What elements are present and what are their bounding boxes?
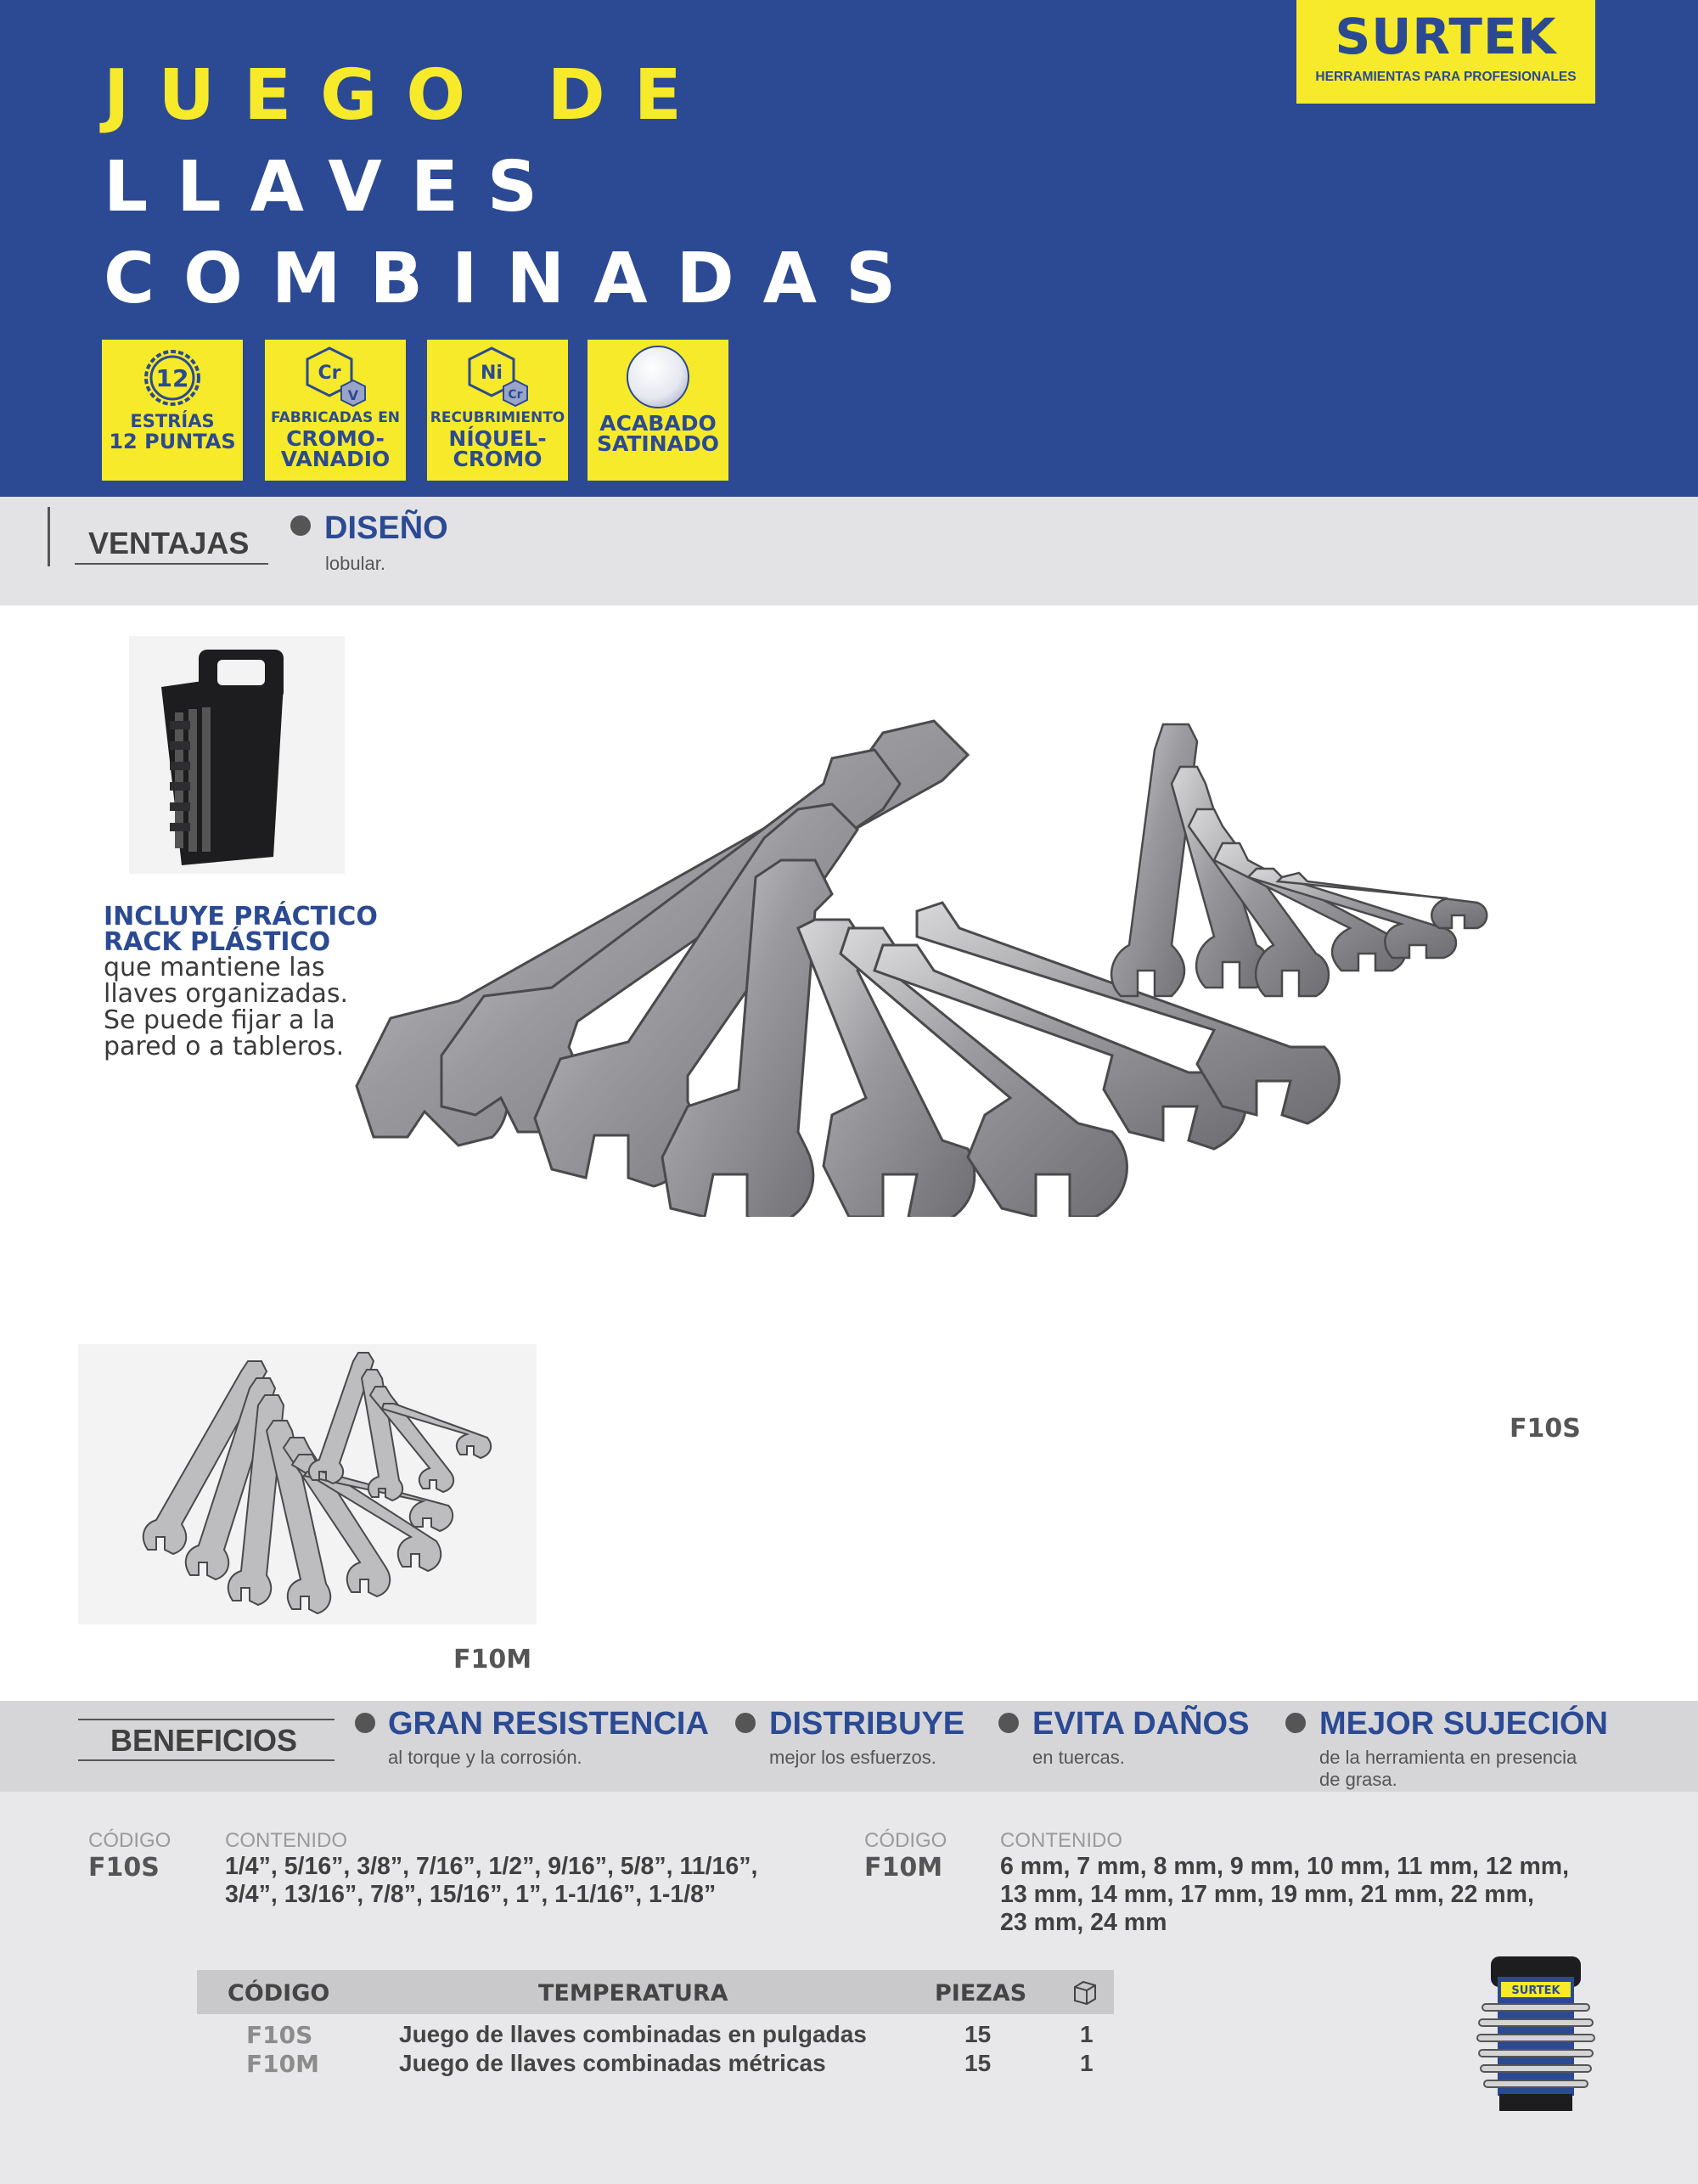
header-banner (0, 0, 1698, 497)
badge-3-line2: NÍQUEL- (448, 426, 547, 451)
ventaja-title: DISEÑO (324, 510, 448, 546)
row-1-desc: Juego de llaves combinadas en pulgadas (399, 2021, 867, 2047)
f10s-label: F10S (1510, 1414, 1581, 1444)
title-line-1: JUEGO DE (104, 55, 711, 136)
box-icon (1071, 1979, 1099, 2006)
left-code: F10S (88, 1853, 160, 1883)
beneficio-3-text: en tuercas. (1032, 1747, 1125, 1768)
badge-2-line1: FABRICADAS EN (270, 409, 401, 426)
nickel-chrome-hexagon-icon (459, 345, 536, 413)
bullet-dot (1285, 1713, 1306, 1733)
row-2-piezas: 15 (964, 2050, 992, 2076)
f10m-label: F10M (453, 1645, 532, 1675)
beneficios-label: BENEFICIOS (110, 1723, 298, 1758)
badge-1-line2: 12 PUNTAS (109, 430, 236, 453)
ventajas-label: VENTAJAS (88, 526, 250, 560)
beneficio-3-title: EVITA DAÑOS (1032, 1706, 1250, 1742)
row-2-qty: 1 (1080, 2050, 1094, 2076)
rack-body-1: que mantiene las (104, 953, 325, 982)
left-content-line-2: 3/4”, 13/16”, 7/8”, 15/16”, 1”, 1-1/16”, 1-1/8” (225, 1881, 717, 1908)
product-area (0, 605, 1698, 1701)
th-temperatura: TEMPERATURA (538, 1980, 728, 2007)
badge-1-line1: ESTRÍAS (130, 411, 215, 431)
right-codigo-label: CÓDIGO (864, 1829, 947, 1852)
specs-section (0, 1792, 1698, 2184)
badge-2-icon-text-b: V (347, 387, 359, 403)
bullet-dot (290, 515, 311, 536)
right-contenido-label: CONTENIDO (1000, 1829, 1122, 1852)
table-row (197, 2019, 1114, 2048)
table-row (197, 2048, 1114, 2077)
rack-body-4: pared o a tableros. (104, 1031, 345, 1061)
row-1-qty: 1 (1080, 2021, 1094, 2047)
beneficios-topline (78, 1719, 335, 1720)
logo-wordmark: SURTEK (1335, 8, 1557, 65)
table-header (197, 1970, 1114, 2014)
bullet-dot (735, 1713, 756, 1733)
row-2-code: F10M (246, 2050, 319, 2078)
ventajas-section (0, 497, 1698, 605)
badge-chrome-vanadium (265, 340, 406, 481)
badge-3-line1: RECUBRIMIENTO (430, 409, 565, 426)
badge-12-points (102, 340, 243, 481)
badge-3-icon-text-b: Cr (508, 388, 523, 402)
package-logo-text: SURTEK (1511, 1984, 1560, 1997)
beneficio-1-text: al torque y la corrosión. (388, 1747, 582, 1768)
beneficios-section (0, 1701, 1698, 1792)
right-code: F10M (864, 1853, 943, 1883)
badge-4-line2: SATINADO (596, 431, 720, 456)
satin-finish-circle-icon (624, 343, 692, 411)
rack-headline-2: RACK PLÁSTICO (104, 927, 331, 957)
badge-1-icon-text: 12 (155, 364, 189, 392)
row-1-code: F10S (246, 2021, 313, 2049)
beneficio-1-title: GRAN RESISTENCIA (388, 1706, 709, 1742)
left-contenido-label: CONTENIDO (225, 1829, 347, 1852)
badge-2-line2: CROMO- (286, 426, 385, 451)
f10m-photo (78, 1344, 537, 1624)
badge-2-icon-text-a: Cr (318, 363, 341, 384)
badge-3-icon-text-a: Ni (481, 363, 503, 384)
bullet-dot (998, 1713, 1019, 1733)
left-content-line-1: 1/4”, 5/16”, 3/8”, 7/16”, 1/2”, 9/16”, 5/8”, 11/16”, (225, 1853, 758, 1880)
row-1-piezas: 15 (964, 2021, 992, 2047)
beneficio-2-text: mejor los esfuerzos. (769, 1747, 936, 1768)
surtek-logo (1296, 0, 1595, 104)
right-content-line-2: 13 mm, 14 mm, 17 mm, 19 mm, 21 mm, 22 mm, (1000, 1881, 1534, 1908)
title-line-2: LLAVES (104, 147, 566, 228)
right-content-line-3: 23 mm, 24 mm (1000, 1909, 1167, 1936)
rack-body-3: Se puede fijar a la (104, 1005, 335, 1035)
row-2-desc: Juego de llaves combinadas métricas (399, 2050, 826, 2076)
ventaja-text: lobular. (325, 553, 385, 574)
rack-body-2: llaves organizadas. (104, 978, 349, 1009)
badge-satin-finish (588, 340, 728, 481)
beneficio-4-title: MEJOR SUJECIÓN (1319, 1706, 1608, 1742)
badge-2-line3: VANADIO (280, 447, 391, 471)
beneficio-4-text-2: de grasa. (1319, 1769, 1397, 1790)
th-codigo: CÓDIGO (228, 1980, 330, 2007)
th-piezas: PIEZAS (935, 1980, 1027, 2007)
logo-tagline: HERRAMIENTAS PARA PROFESIONALES (1315, 70, 1577, 84)
f10s-wrench-set-image (238, 716, 1596, 1217)
product-table (197, 1970, 1114, 2077)
beneficio-2-title: DISTRIBUYE (769, 1706, 965, 1742)
12-point-circle-icon (143, 348, 202, 408)
f10m-wrench-set-image (78, 1344, 537, 1624)
chrome-vanadium-hexagon-icon (297, 345, 374, 413)
badge-3-line3: CROMO (453, 447, 543, 471)
ventajas-underline (75, 563, 268, 565)
title-line-3: COMBINADAS (104, 239, 925, 319)
badge-4-line1: ACABADO (599, 411, 717, 436)
right-content-line-1: 6 mm, 7 mm, 8 mm, 9 mm, 10 mm, 11 mm, 12 mm, (1000, 1853, 1570, 1880)
beneficio-4-text-1: de la herramienta en presencia (1319, 1747, 1577, 1768)
badge-nickel-chrome (427, 340, 568, 481)
rack-headline-1: INCLUYE PRÁCTICO (104, 902, 378, 932)
left-codigo-label: CÓDIGO (88, 1829, 171, 1852)
ventajas-rule (48, 507, 50, 566)
bullet-dot (355, 1713, 375, 1733)
packaged-set-image (1472, 1953, 1600, 2114)
beneficios-underline (78, 1759, 335, 1761)
